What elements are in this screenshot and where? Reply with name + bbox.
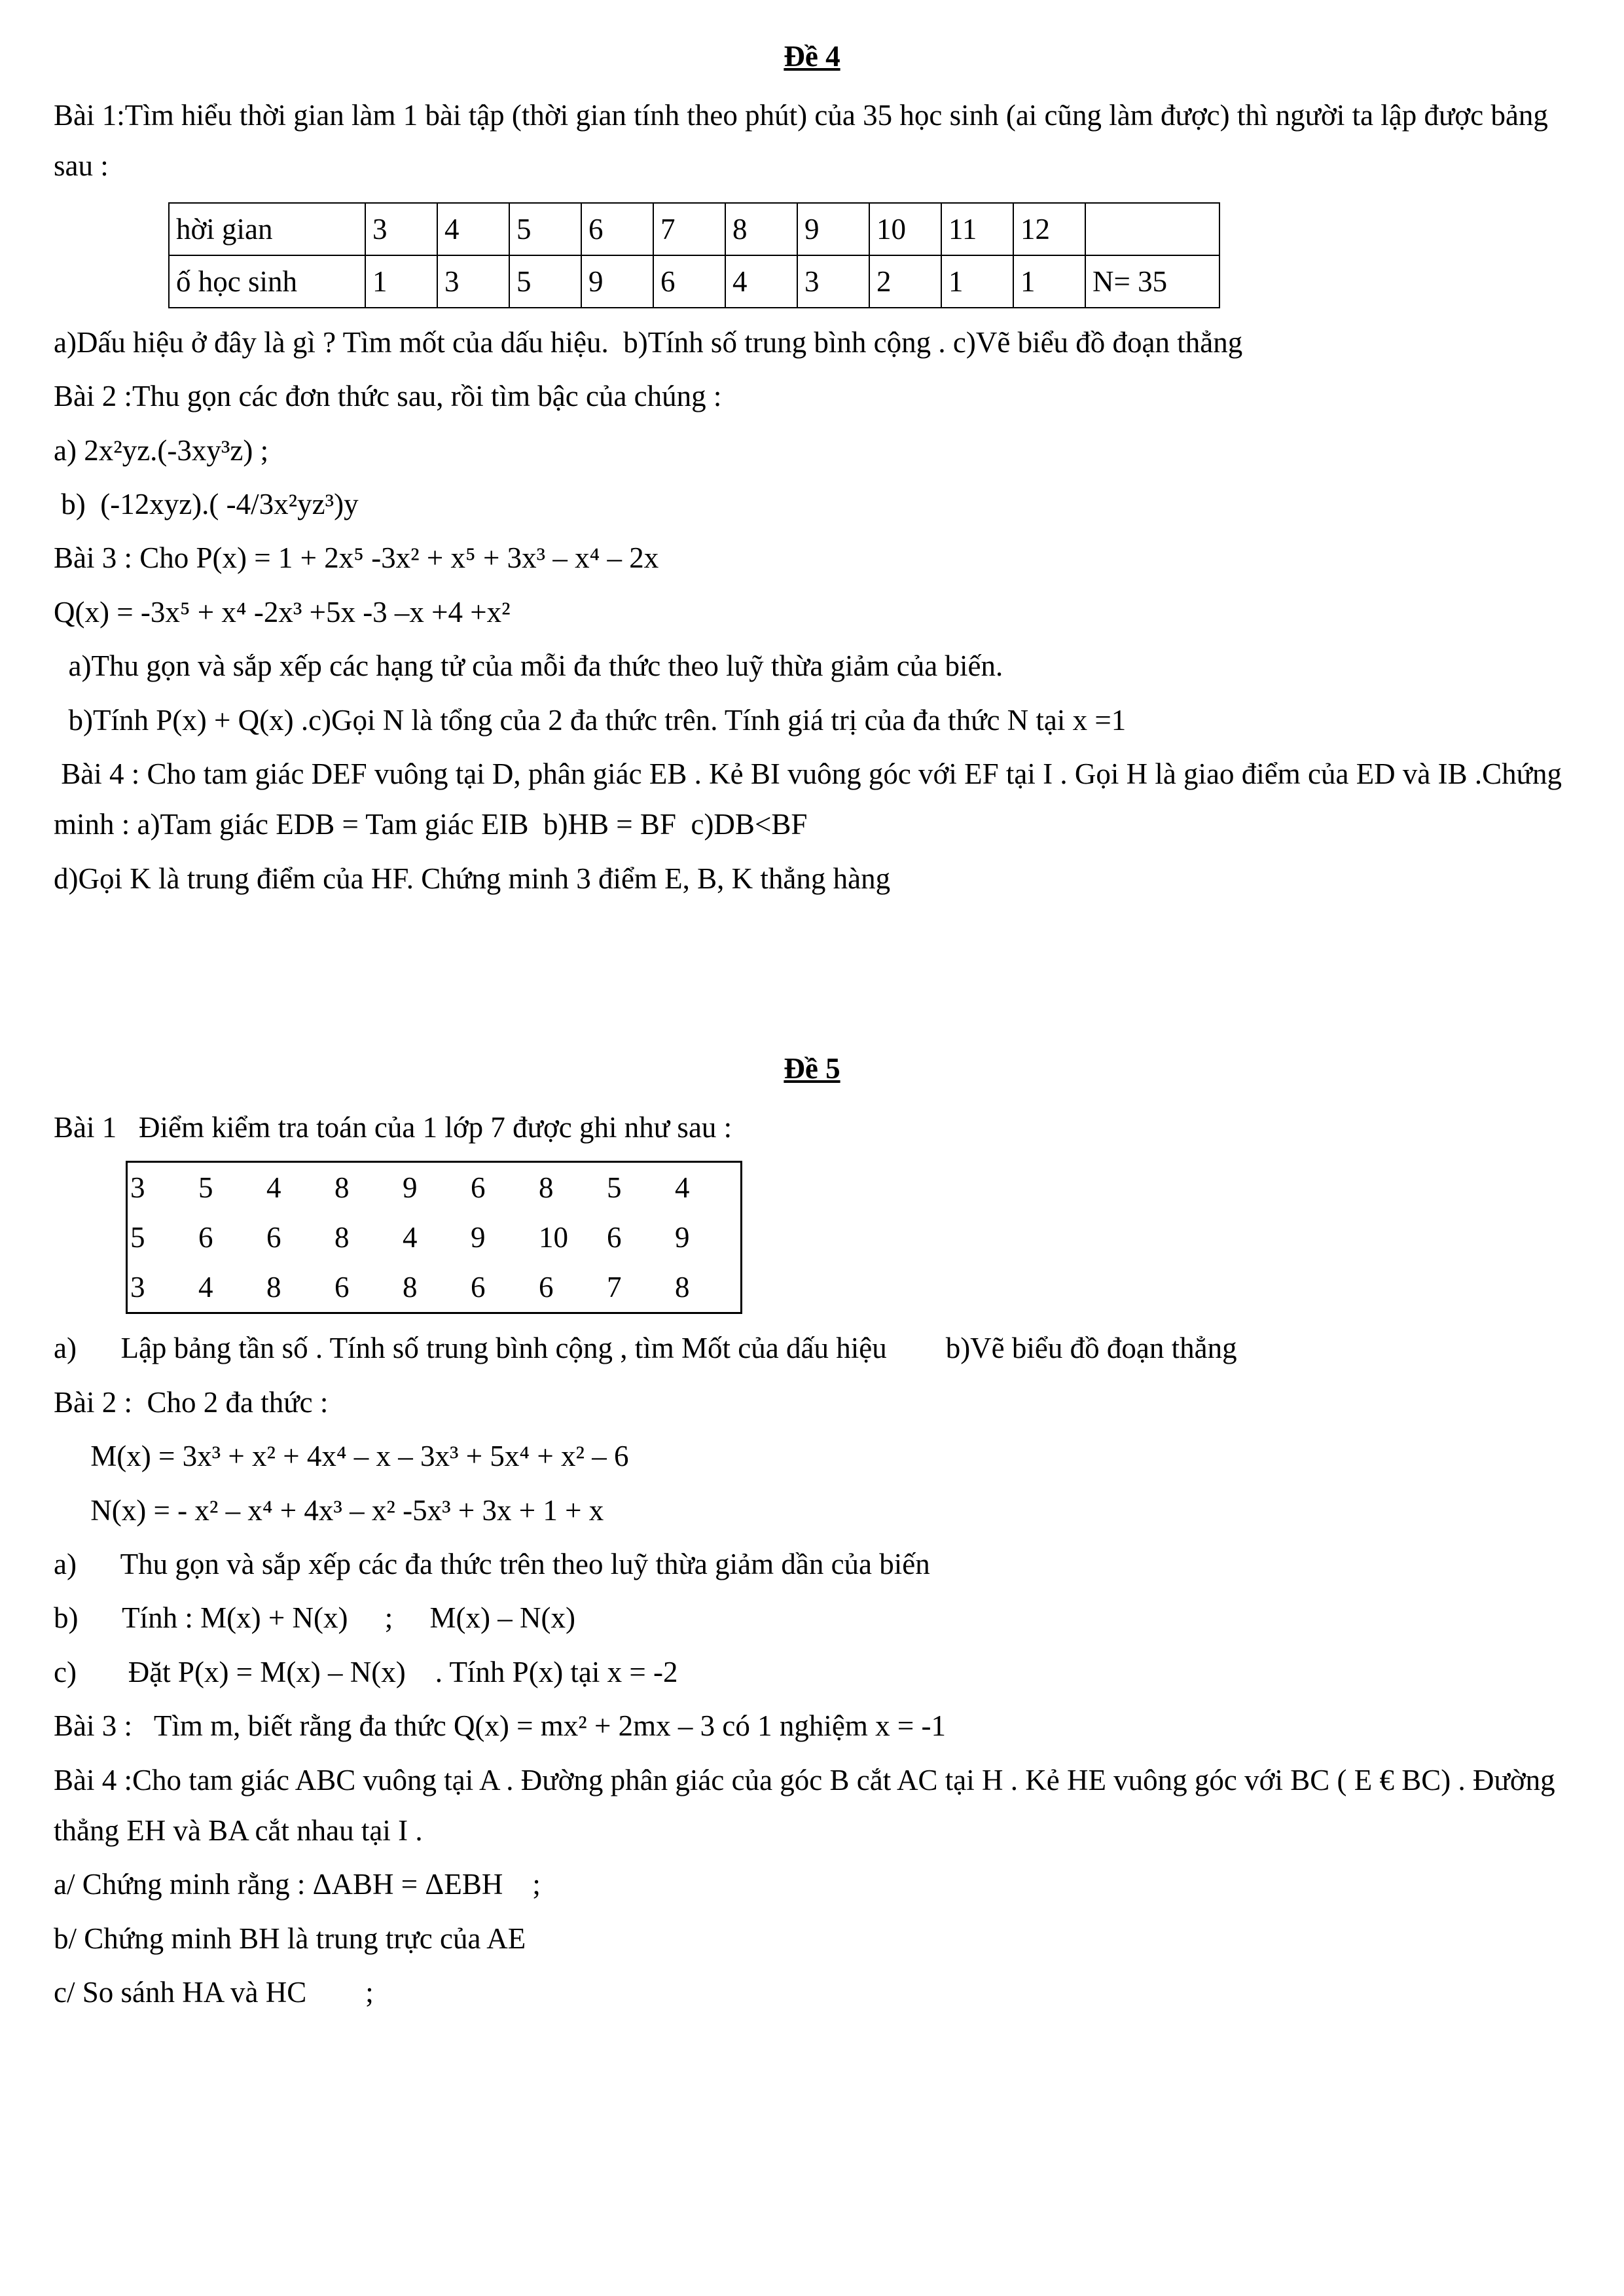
de5-bai4-item-c: c/ So sánh HA và HC ; [54, 1976, 374, 2009]
table-cell: 6 [471, 1171, 486, 1205]
table-cell: 4 [403, 1221, 418, 1254]
de5-bai4-item-b: b/ Chứng minh BH là trung trực của AE [54, 1922, 526, 1955]
de5-bai4-item-a: a/ Chứng minh rằng : ΔABH = ΔEBH ; [54, 1868, 541, 1901]
table-cell: 11 [941, 203, 1013, 255]
section-title-de4: Đề 4 [784, 40, 840, 73]
table-cell: 6 [539, 1271, 554, 1304]
table-cell: 8 [403, 1271, 418, 1304]
table-cell: 3 [130, 1171, 145, 1205]
de4-bai2-heading: Bài 2 :Thu gọn các đơn thức sau, rồi tìm bậc của chúng : [54, 380, 722, 413]
table-cell: 4 [437, 203, 509, 255]
table-cell [1085, 203, 1219, 255]
de5-bai2-item-a: a) Thu gọn và sắp xếp các đa thức trên theo luỹ thừa giảm dần của biến [54, 1548, 930, 1581]
de5-bai2-mx: M(x) = 3x³ + x² + 4x⁴ – x – 3x³ + 5x⁴ + x² – 6 [54, 1440, 629, 1473]
table-cell: 6 [471, 1271, 486, 1304]
de4-bai2-item-a: a) 2x²yz.(-3xy³z) ; [54, 433, 269, 467]
table-row-scores-1 [127, 1162, 742, 1213]
de5-bai1-intro: Bài 1 Điểm kiểm tra toán của 1 lớp 7 được ghi như sau : [54, 1111, 732, 1144]
table-cell: 8 [675, 1271, 690, 1304]
table-cell: 6 [607, 1221, 622, 1254]
de4-bai1-intro: Bài 1:Tìm hiểu thời gian làm 1 bài tập (thời gian tính theo phút) của 35 học sinh (ai cũng làm được) thì người ta lập được bảng sau : [54, 99, 1556, 183]
table-cell: 10 [869, 203, 941, 255]
table-row-students [169, 255, 1219, 308]
table-row-scores-2 [127, 1212, 742, 1262]
de5-bai2-item-c: c) Đặt P(x) = M(x) – N(x) . Tính P(x) tại x = -2 [54, 1655, 678, 1688]
de4-frequency-table-body [169, 203, 1219, 308]
table-cell: 5 [509, 203, 581, 255]
table-cell: 4 [675, 1171, 690, 1205]
table-cell: 1 [941, 255, 1013, 308]
table-cell: 9 [797, 203, 869, 255]
table-cell: 2 [869, 255, 941, 308]
table-cell: 9 [581, 255, 653, 308]
table-cell: N= 35 [1085, 255, 1219, 308]
section-de4 [54, 33, 1570, 904]
table-cell: 6 [334, 1271, 350, 1304]
table-cell: 12 [1013, 203, 1085, 255]
de5-bai2-item-b: b) Tính : M(x) + N(x) ; M(x) – N(x) [54, 1601, 575, 1635]
table-cell: 8 [334, 1221, 350, 1254]
table-cell: 7 [653, 203, 725, 255]
table-cell: 6 [653, 255, 725, 308]
table-cell: 9 [675, 1221, 690, 1254]
table-cell: 9 [471, 1221, 486, 1254]
table-cell: 6 [581, 203, 653, 255]
table-cell: 4 [266, 1171, 281, 1205]
table-cell: 9 [403, 1171, 418, 1205]
de4-frequency-table [168, 202, 1220, 308]
table-cell: 4 [198, 1271, 213, 1304]
de4-bai3-item-a: a)Thu gọn và sắp xếp các hạng tử của mỗi đa thức theo luỹ thừa giảm của biến. [54, 649, 1003, 683]
table-cell: hời gian [169, 203, 365, 255]
table-cell: 8 [725, 203, 797, 255]
section-de5 [54, 1045, 1570, 2018]
table-cell: 5 [130, 1221, 145, 1254]
section-title-de5: Đề 5 [784, 1052, 840, 1085]
de5-bai1-questions: a) Lập bảng tần số . Tính số trung bình cộng , tìm Mốt của dấu hiệu b)Vẽ biểu đồ đoạn thẳng [54, 1332, 1237, 1365]
de5-bai3-statement: Bài 3 : Tìm m, biết rằng đa thức Q(x) = mx² + 2mx – 3 có 1 nghiệm x = -1 [54, 1709, 946, 1743]
table-cell: ố học sinh [169, 255, 365, 308]
table-cell: 7 [607, 1271, 622, 1304]
table-cell: 8 [266, 1271, 281, 1304]
de4-bai2-item-b: b) (-12xyz).( -4/3x²yz³)y [54, 487, 359, 520]
table-cell: 3 [365, 203, 437, 255]
de4-bai4-item-d: d)Gọi K là trung điểm của HF. Chứng minh 3 điểm E, B, K thẳng hàng [54, 862, 891, 895]
table-cell: 3 [797, 255, 869, 308]
de5-scores-table [126, 1161, 742, 1314]
de4-bai1-questions: a)Dấu hiệu ở đây là gì ? Tìm mốt của dấu hiệu. b)Tính số trung bình cộng . c)Vẽ biểu đồ đoạn thẳng [54, 325, 1243, 359]
table-cell: 5 [607, 1171, 622, 1205]
de4-bai3-px: Bài 3 : Cho P(x) = 1 + 2x⁵ -3x² + x⁵ + 3x³ – x⁴ – 2x [54, 541, 659, 575]
table-cell: 6 [198, 1221, 213, 1254]
table-cell: 8 [334, 1171, 350, 1205]
table-row-scores-3 [127, 1262, 742, 1313]
table-cell: 6 [266, 1221, 281, 1254]
de5-bai4-statement: Bài 4 :Cho tam giác ABC vuông tại A . Đường phân giác của góc B cắt AC tại H . Kẻ HE vuông góc với BC ( E € BC) . Đường thẳng EH và BA cắt nhau tại I . [54, 1763, 1562, 1847]
de4-bai3-qx: Q(x) = -3x⁵ + x⁴ -2x³ +5x -3 –x +4 +x² [54, 595, 511, 629]
table-cell: 3 [130, 1271, 145, 1304]
table-row-time [169, 203, 1219, 255]
de5-scores-table-body [127, 1162, 742, 1313]
table-cell: 8 [539, 1171, 554, 1205]
de4-bai4-statement: Bài 4 : Cho tam giác DEF vuông tại D, phân giác EB . Kẻ BI vuông góc với EF tại I . Gọi H là giao điểm của ED và IB .Chứng minh : a)Tam giác EDB = Tam giác EIB b)HB = BF c)DB<BF [54, 757, 1570, 841]
de4-bai3-item-b: b)Tính P(x) + Q(x) .c)Gọi N là tổng của 2 đa thức trên. Tính giá trị của đa thức N tại x =1 [54, 703, 1127, 737]
table-cell: 3 [437, 255, 509, 308]
table-cell: 10 [539, 1221, 568, 1254]
table-cell: 5 [509, 255, 581, 308]
table-cell: 4 [725, 255, 797, 308]
table-cell: 1 [1013, 255, 1085, 308]
table-cell: 1 [365, 255, 437, 308]
de5-bai2-heading: Bài 2 : Cho 2 đa thức : [54, 1385, 329, 1419]
de5-bai2-nx: N(x) = - x² – x⁴ + 4x³ – x² -5x³ + 3x + 1 + x [54, 1493, 604, 1527]
table-cell: 5 [198, 1171, 213, 1205]
